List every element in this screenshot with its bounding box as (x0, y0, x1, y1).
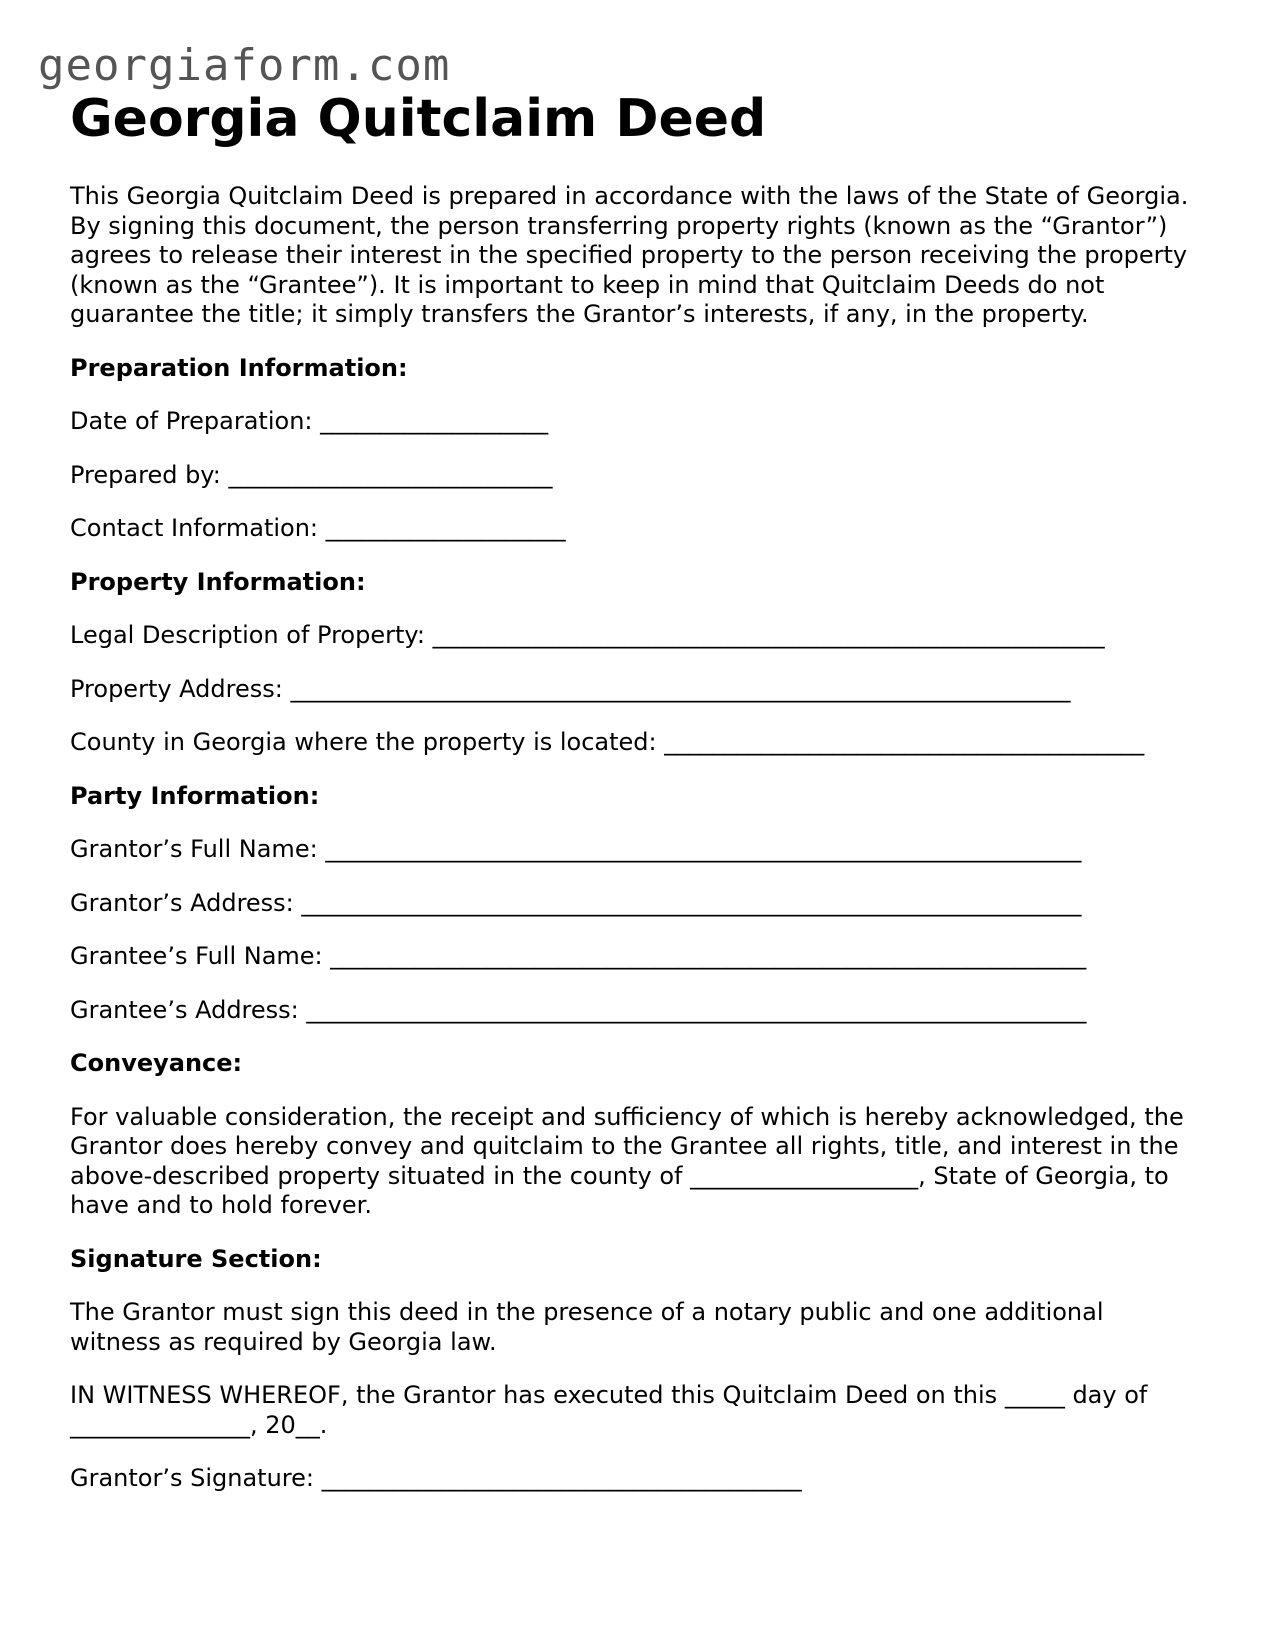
county-blank[interactable]: ________________________________________ (664, 728, 1145, 756)
grantor-signature-label: Grantor’s Signature: (70, 1464, 314, 1492)
conveyance-text-before: For valuable consideration, the receipt and sufficiency of which is hereby acknowledged, the Grantor does hereby convey and quitclaim to the Grantee all rights, title, and interest in the above-described property situated in the county of (70, 1102, 1184, 1190)
conveyance-text-after: , State of Georgia, to have and to hold forever. (70, 1161, 1169, 1219)
property-address-label: Property Address: (70, 674, 283, 703)
grantor-name-field (70, 835, 1200, 865)
grantor-signature-field (70, 1464, 1200, 1494)
property-address-field (70, 675, 1200, 705)
legal-description-label: Legal Description of Property: (70, 621, 425, 649)
witness-year-blank[interactable]: __ (295, 1410, 320, 1439)
document-body (70, 182, 1200, 1518)
grantor-address-blank[interactable]: _________________________________________________________________ (301, 888, 1082, 917)
grantee-name-label: Grantee’s Full Name: (70, 942, 323, 970)
county-field (70, 728, 1200, 758)
contact-information-blank[interactable]: ____________________ (325, 514, 566, 542)
contact-information-field (70, 514, 1200, 544)
preparation-heading: Preparation Information: (70, 353, 408, 382)
document-title: Georgia Quitclaim Deed (70, 89, 767, 149)
witness-text-mid: day of (1064, 1381, 1148, 1409)
grantee-address-blank[interactable]: _________________________________________________________________ (306, 995, 1087, 1024)
witness-text-before: IN WITNESS WHEREOF, the Grantor has executed this Quitclaim Deed on this (70, 1381, 1005, 1409)
witness-text-end: . (319, 1410, 328, 1439)
witness-paragraph (70, 1381, 1200, 1440)
conveyance-heading: Conveyance: (70, 1049, 243, 1077)
conveyance-county-blank[interactable]: ___________________ (690, 1161, 919, 1190)
grantor-name-label: Grantor’s Full Name: (70, 835, 318, 863)
watermark: georgiaform.com (38, 40, 451, 91)
date-of-preparation-label: Date of Preparation: (70, 407, 313, 435)
grantee-name-field (70, 942, 1200, 972)
property-heading: Property Information: (70, 567, 366, 596)
prepared-by-field (70, 461, 1200, 491)
grantor-address-field (70, 889, 1200, 919)
grantor-address-label: Grantor’s Address: (70, 888, 294, 917)
witness-month-blank[interactable]: _______________ (70, 1410, 250, 1439)
conveyance-paragraph (70, 1103, 1200, 1221)
date-of-preparation-blank[interactable]: ___________________ (320, 407, 549, 435)
contact-information-label: Contact Information: (70, 514, 319, 542)
prepared-by-blank[interactable]: ___________________________ (228, 460, 553, 489)
legal-description-field (70, 621, 1200, 651)
prepared-by-label: Prepared by: (70, 460, 221, 489)
witness-day-blank[interactable]: _____ (1004, 1381, 1065, 1409)
witness-text-year: , 20 (250, 1410, 296, 1439)
county-label: County in Georgia where the property is located: (70, 728, 657, 756)
grantor-name-blank[interactable]: _______________________________________________________________ (325, 835, 1082, 863)
grantee-name-blank[interactable]: _______________________________________________________________ (330, 942, 1087, 970)
grantor-signature-blank[interactable]: ________________________________________ (321, 1464, 802, 1492)
signature-heading: Signature Section: (70, 1244, 322, 1273)
signature-requirement: The Grantor must sign this deed in the presence of a notary public and one additional witness as required by Georgia law. (70, 1298, 1104, 1356)
property-address-blank[interactable]: _________________________________________________________________ (290, 674, 1071, 703)
legal-description-blank[interactable]: ________________________________________________________ (432, 621, 1105, 649)
intro-paragraph: This Georgia Quitclaim Deed is prepared in accordance with the laws of the State of Georgia. By signing this document, the person transferring property rights (known as the “Grantor”) agrees to release their interest in the specified property to the person receiving the property (known as the “Grantee”). It is important to keep in mind that Quitclaim Deeds do not guarantee the title; it simply transfers the Grantor’s interests, if any, in the property. (70, 182, 1189, 328)
grantee-address-label: Grantee’s Address: (70, 995, 299, 1024)
grantee-address-field (70, 996, 1200, 1026)
party-heading: Party Information: (70, 781, 320, 810)
date-of-preparation-field (70, 407, 1200, 437)
